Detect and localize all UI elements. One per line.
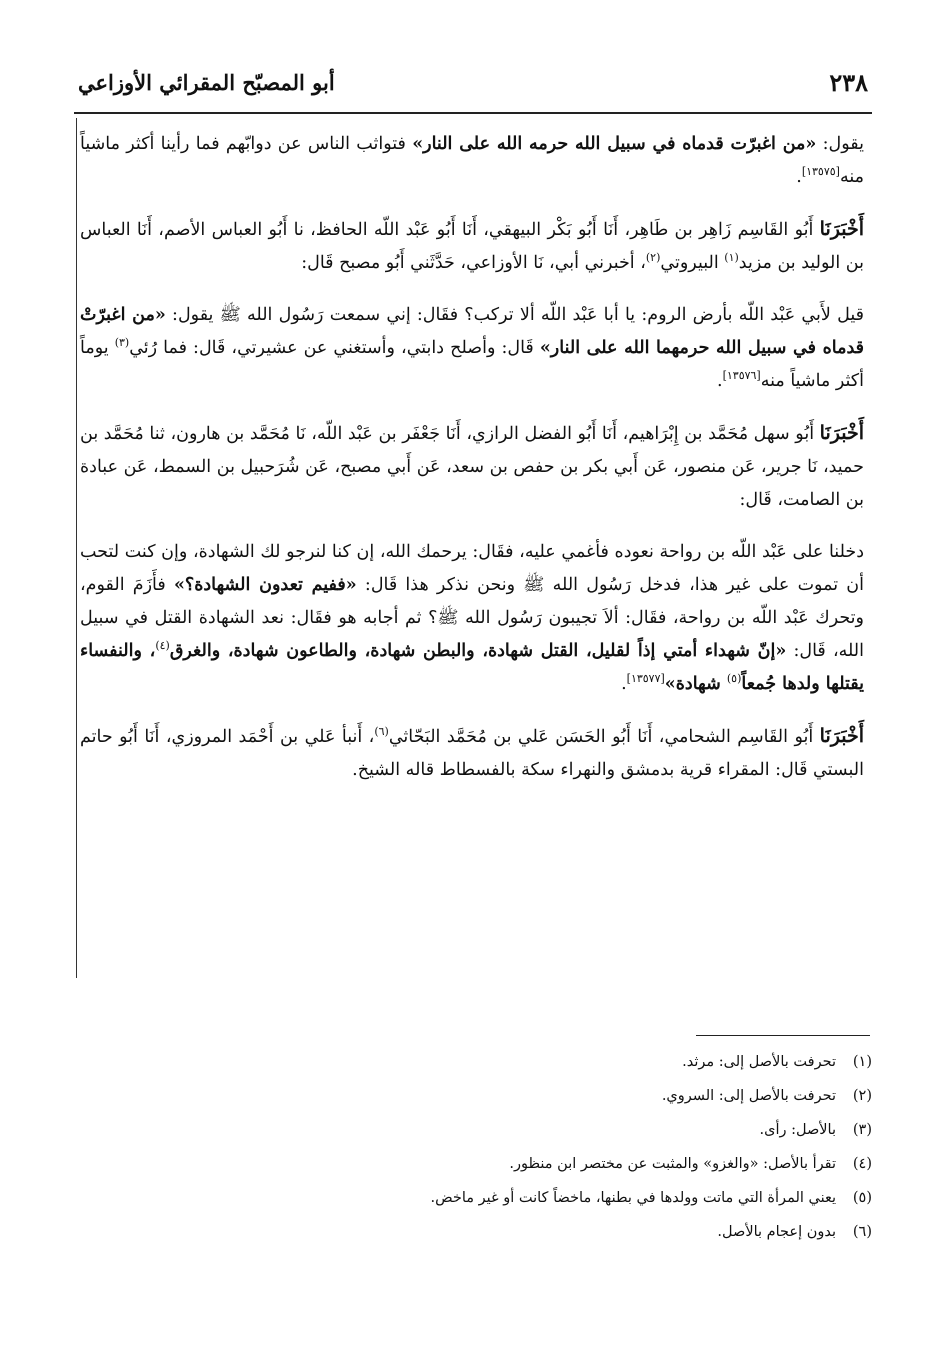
hadith-number: [١٣٥٧٥]	[801, 165, 840, 179]
footnotes	[200, 1045, 872, 1249]
text-segment: دخلنا على عَبْد اللّه بن رواحة نعوده فأغمي عليه، فقَال: يرحمك الله، إن كنا لنرجو لك الشهادة، وإن كنت لتحب أن تموت على غير هذا، فدخل رَسُول الله ﷺ ونحن نذكر هذا قَال:	[80, 542, 864, 595]
paragraph-5	[80, 536, 864, 701]
footnote-number: (١)	[852, 1054, 872, 1070]
text-segment: .	[717, 371, 723, 391]
paragraph-3	[80, 299, 864, 398]
hadith-quote: «إنّ شهداء أمتي إذاً لقليل، القتل شهادة، والبطن شهادة، والطاعون شهادة، والغرق	[169, 641, 787, 661]
text-segment: ، أَنبأ عَلي بن أَحْمَد المروزي، أَنَا أَبُو حاتم البستي قَال: المقراء قرية بدمشق والنهراء سكة بالفسطاط قاله الشيخ.	[80, 727, 864, 780]
page-number: ٢٣٨	[829, 67, 868, 97]
footnote-item	[200, 1113, 872, 1147]
footnote-ref[interactable]: (٥)	[726, 672, 742, 686]
text-segment: .	[796, 167, 802, 187]
text-segment: قيل لأَبي عَبْد اللّه بأرض الروم: يا أبا عَبْد اللّه ألا تركب؟ فقَال: إني سمعت رَسُول الله ﷺ يقول:	[165, 305, 864, 325]
text-segment: .	[621, 674, 627, 694]
paragraph-1	[80, 128, 864, 194]
footnote-separator	[696, 1035, 870, 1036]
footnote-number: (٢)	[852, 1088, 872, 1104]
hadith-quote: «من اغبرّتْ قدماه في سبيل الله حرمهما الله على النار»	[80, 305, 864, 358]
text-segment: فتواثب الناس عن دوابّهم فما رأينا أكثر ماشياً منه	[80, 134, 864, 187]
text-segment: يقول:	[816, 134, 865, 154]
text-segment: أَبُو القَاسِم زَاهِر بن طَاهِر، أَنَا أَبُو بَكْر البيهقي، أَنَا أَبُو عَبْد اللّه الحافظ، نا أَبُو العباس الأصم، أَنَا العباس بن الوليد بن مزيد	[80, 220, 864, 273]
text-segment: أَبُو القَاسِم الشحامي، أَنَا أَبُو الحَسَن عَلي بن مُحَمَّد البَحّاثي	[388, 727, 820, 747]
footnote-text: تقرأ بالأصل: «والغزو» والمثبت عن مختصر ابن منظور.	[509, 1156, 836, 1172]
hadith-number: [١٣٥٧٧]	[626, 672, 665, 686]
text-segment: البيروتي	[660, 253, 725, 273]
footnote-number: (٣)	[852, 1122, 872, 1138]
text-segment: أَبُو سهل مُحَمَّد بن إِبْرَاهيم، أَنَا أَبُو الفضل الرازي، أَنَا جَعْفَر بن عَبْد اللّه، نَا مُحَمَّد بن هارون، ثنا مُحَمَّد بن حميد، نَا جرير، عَن منصور، عَن أَبي بكر بن حفص بن سعد، عَن أَبي مصبح، عَن شُرَحبيل بن السمط، عَن عبادة بن الصامت، قَال:	[80, 424, 864, 510]
isnad-opener: أَخْبَرَنَا	[819, 218, 864, 240]
footnote-ref[interactable]: (٤)	[155, 639, 170, 653]
paragraph-2	[80, 213, 864, 280]
footnote-item	[200, 1045, 872, 1079]
hadith-quote: ، والنفساء يقتلها ولدها جُمعاً	[80, 641, 864, 694]
footnote-ref[interactable]: (٦)	[374, 725, 389, 739]
page-header	[78, 56, 868, 108]
paragraph-4	[80, 417, 864, 517]
margin-rule	[76, 118, 77, 978]
footnote-number: (٥)	[852, 1190, 872, 1206]
isnad-opener: أَخْبَرَنَا	[819, 725, 864, 747]
text-segment: فأَزَمَ القوم، وتحرك عَبْد اللّه بن رواحة، فقَال: ألاَ تجيبون رَسُول الله ﷺ؟ ثم أجابه هو فقَال: نعد الشهادة القتل في سبيل الله، قَال:	[80, 575, 864, 661]
running-title: أبو المصبّح المقرائي الأوزاعي	[78, 69, 335, 95]
footnote-item	[200, 1079, 872, 1113]
text-segment: قَال: وأصلح دابتي، وأستغني عن عشيرتي، قَال: فما رُئي	[129, 338, 540, 358]
footnote-number: (٦)	[852, 1224, 872, 1240]
footnote-item	[200, 1147, 872, 1181]
footnote-ref[interactable]: (١)	[724, 251, 739, 265]
hadith-number: [١٣٥٧٦]	[722, 369, 761, 383]
footnote-ref[interactable]: (٢)	[645, 251, 661, 265]
footnote-ref[interactable]: (٣)	[114, 336, 130, 350]
text-segment: يوماً أكثر ماشياً منه	[80, 338, 864, 391]
footnote-text: يعني المرأة التي ماتت وولدها في بطنها، ماخضاً كانت أو غير ماخض.	[430, 1190, 836, 1206]
footnote-item	[200, 1181, 872, 1215]
footnote-text: تحرفت بالأصل إلى: السروي.	[661, 1088, 836, 1104]
footnote-text: بدون إعجام بالأصل.	[717, 1224, 836, 1240]
hadith-quote: شهادة»	[664, 674, 727, 694]
hadith-quote: «ففيم تعدون الشهادة؟»	[173, 575, 357, 595]
footnote-number: (٤)	[852, 1156, 872, 1172]
isnad-opener: أَخْبَرَنَا	[819, 422, 864, 444]
main-text	[80, 128, 864, 806]
footnote-item	[200, 1215, 872, 1249]
footnote-text: تحرفت بالأصل إلى: مرثد.	[682, 1054, 836, 1070]
text-segment: ، أخبرني أبي، نَا الأوزاعي، حَدَّثَني أَبُو مصبح قَال:	[301, 253, 646, 273]
header-rule	[74, 112, 872, 114]
paragraph-6	[80, 720, 864, 787]
hadith-quote: «من اغبرّت قدماه في سبيل الله حرمه الله على النار»	[412, 134, 817, 154]
footnote-text: بالأصل: رأى.	[759, 1122, 836, 1138]
